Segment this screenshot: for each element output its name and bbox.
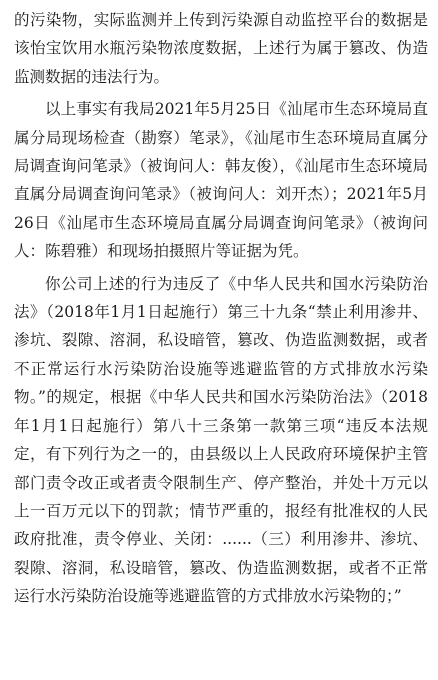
paragraph-evidence: 以上事实有我局2021年5月25日《汕尾市生态环境局直属分局现场检查（勘察）笔录》，《汕尾市生态环境局直属分局调查询问笔录》（被询问人：韩友俊），《汕尾市生态环境局直属分局调查询问笔录》（被询问人：刘开杰）；2021年5月26日《汕尾市生态环境局直属分局调查询问笔录》（被询问人：陈碧雅）和现场拍摄照片等证据为凭。 bbox=[14, 100, 428, 261]
paragraph-continuation: 的污染物，实际监测并上传到污染源自动监控平台的数据是该怡宝饮用水瓶污染物浓度数据，上述行为属于篡改、伪造监测数据的违法行为。 bbox=[14, 11, 428, 86]
paragraph-violation: 你公司上述的行为违反了《中华人民共和国水污染防治法》（2018年1月1日起施行）第三十九条“禁止利用渗井、渗坑、裂隙、溶洞，私设暗管，篡改、伪造监测数据，或者不正常运行水污染防治设施等逃避监管的方式排放水污染物。”的规定，根据《中华人民共和国水污染防治法》（2018年1月1日起施行）第八十三条第一款第三项“违反本法规定，有下列行为之一的，由县级以上人民政府环境保护主管部门责令改正或者责令限制生产、停产整治，并处十万元以上一百万元以下的罚款；情节严重的，报经有批准权的人民政府批准，责令停业、关闭：......（三）利用渗井、渗坑、裂隙、溶洞，私设暗管，篡改、伪造监测数据，或者不正常运行水污染防治设施等逃避监管的方式排放水污染物的；” bbox=[14, 274, 428, 606]
